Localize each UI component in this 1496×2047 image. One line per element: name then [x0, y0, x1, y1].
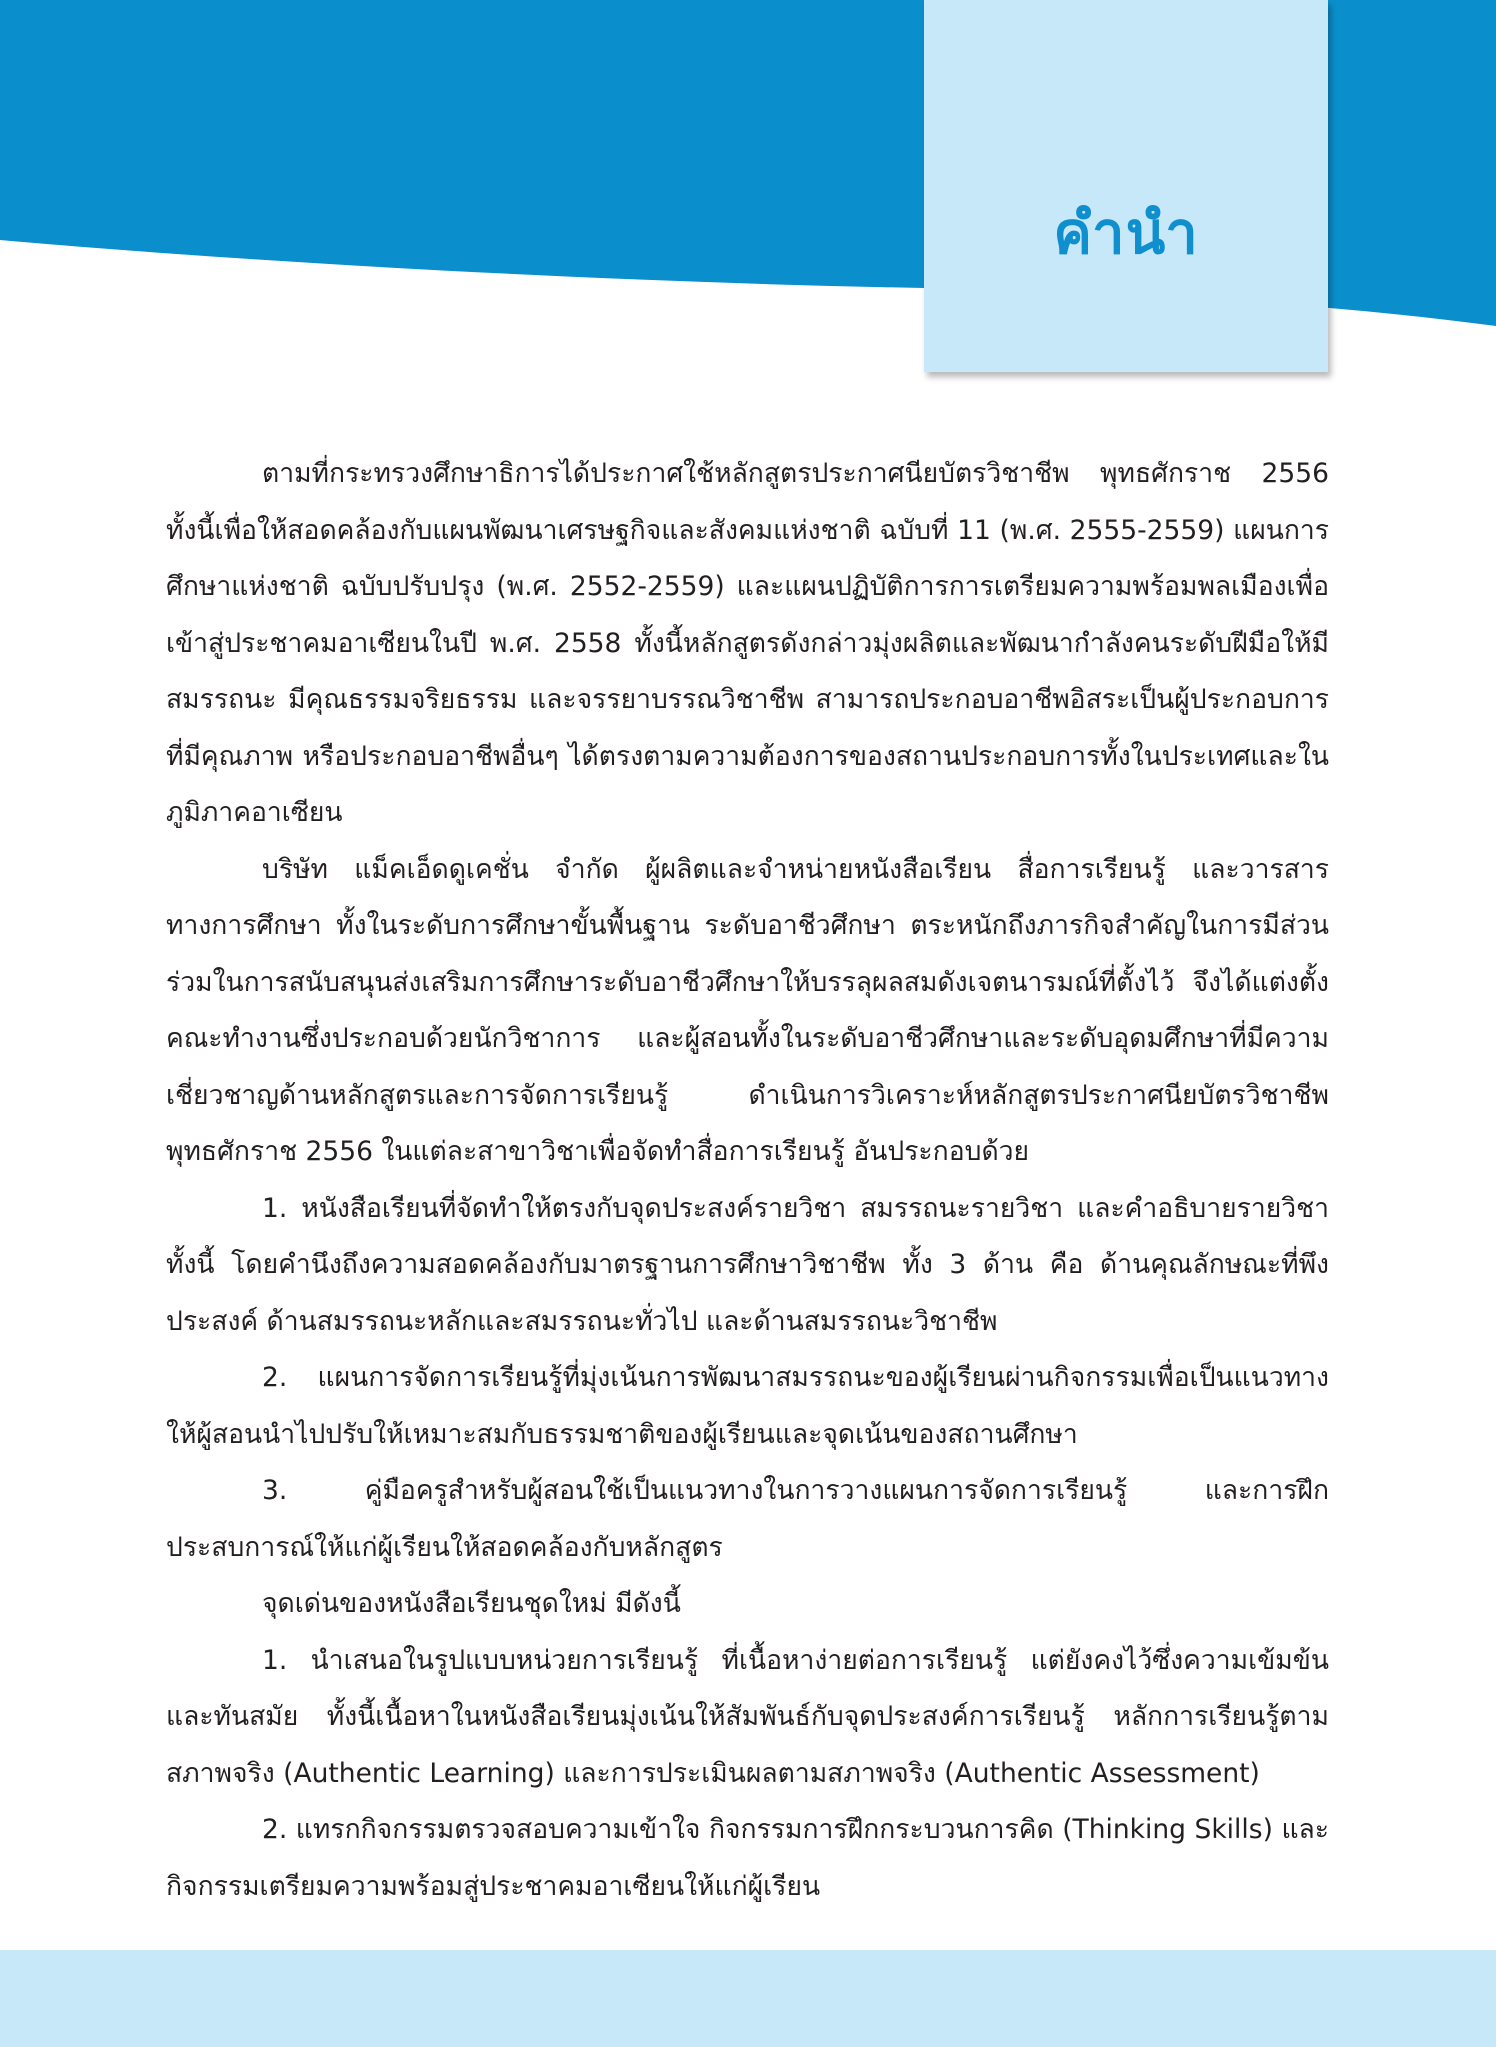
paragraph-intro: ตามที่กระทรวงศึกษาธิการได้ประกาศใช้หลักสูตรประกาศนียบัตรวิชาชีพ พุทธศักราช 2556 ทั้งนี้เพื่อให้สอดคล้องกับแผนพัฒนาเศรษฐกิจและสังคมแห่งชาติ ฉบับที่ 11 (พ.ศ. 2555-2559) แผนการศึกษาแห่งชาติ ฉบับปรับปรุง (พ.ศ. 2552-2559) และแผนปฏิบัติการการเตรียมความพร้อมพลเมืองเพื่อเข้าสู่ประชาคมอาเซียนในปี พ.ศ. 2558 ทั้งนี้หลักสูตรดังกล่าวมุ่งผลิตและพัฒนากำลังคนระดับฝีมือให้มีสมรรถนะ มีคุณธรรมจริยธรรม และจรรยาบรรณวิชาชีพ สามารถประกอบอาชีพอิสระเป็นผู้ประกอบการที่มีคุณภาพ หรือประกอบอาชีพอื่นๆ ได้ตรงตามความต้องการของสถานประกอบการทั้งในประเทศและในภูมิภาคอาเซียน — [166, 458, 1329, 828]
page-title: คำนำ — [1053, 198, 1199, 267]
paragraph-item-1: 1. หนังสือเรียนที่จัดทำให้ตรงกับจุดประสงค์รายวิชา สมรรถนะรายวิชา และคำอธิบายรายวิชา ทั้งนี้ โดยคำนึงถึงความสอดคล้องกับมาตรฐานการศึกษาวิชาชีพ ทั้ง 3 ด้าน คือ ด้านคุณลักษณะที่พึงประสงค์ ด้านสมรรถนะหลักและสมรรถนะทั่วไป และด้านสมรรถนะวิชาชีพ — [166, 1192, 1329, 1337]
paragraph-company: บริษัท แม็คเอ็ดดูเคชั่น จำกัด ผู้ผลิตและจำหน่ายหนังสือเรียน สื่อการเรียนรู้ และวารสารทางการศึกษา ทั้งในระดับการศึกษาขั้นพื้นฐาน ระดับอาชีวศึกษา ตระหนักถึงภารกิจสำคัญในการมีส่วนร่วมในการสนับสนุนส่งเสริมการศึกษาระดับอาชีวศึกษาให้บรรลุผลสมดังเจตนารมณ์ที่ตั้งไว้ จึงได้แต่งตั้งคณะทำงานซึ่งประกอบด้วยนักวิชาการ และผู้สอนทั้งในระดับอาชีวศึกษาและระดับอุดมศึกษาที่มีความเชี่ยวชาญด้านหลักสูตรและการจัดการเรียนรู้ ดำเนินการวิเคราะห์หลักสูตรประกาศนียบัตรวิชาชีพ พุทธศักราช 2556 ในแต่ละสาขาวิชาเพื่อจัดทำสื่อการเรียนรู้ อันประกอบด้วย — [166, 853, 1329, 1167]
paragraph-item-3: 3. คู่มือครูสำหรับผู้สอนใช้เป็นแนวทางในการวางแผนการจัดการเรียนรู้ และการฝึกประสบการณ์ให้แก่ผู้เรียนให้สอดคล้องกับหลักสูตร — [166, 1475, 1329, 1563]
body-text — [166, 446, 1329, 1915]
paragraph-item-2: 2. แผนการจัดการเรียนรู้ที่มุ่งเน้นการพัฒนาสมรรถนะของผู้เรียนผ่านกิจกรรมเพื่อเป็นแนวทางให้ผู้สอนนำไปปรับให้เหมาะสมกับธรรมชาติของผู้เรียนและจุดเน้นของสถานศึกษา — [166, 1362, 1329, 1450]
paragraph-highlights-heading: จุดเด่นของหนังสือเรียนชุดใหม่ มีดังนี้ — [262, 1588, 681, 1619]
paragraph-highlight-2: 2. แทรกกิจกรรมตรวจสอบความเข้าใจ กิจกรรมการฝึกกระบวนการคิด (Thinking Skills) และกิจกรรมเตรียมความพร้อมสู่ประชาคมอาเซียนให้แก่ผู้เรียน — [166, 1814, 1329, 1902]
paragraph-highlight-1: 1. นำเสนอในรูปแบบหน่วยการเรียนรู้ ที่เนื้อหาง่ายต่อการเรียนรู้ แต่ยังคงไว้ซึ่งความเข้มข้นและทันสมัย ทั้งนี้เนื้อหาในหนังสือเรียนมุ่งเน้นให้สัมพันธ์กับจุดประสงค์การเรียนรู้ หลักการเรียนรู้ตามสภาพจริง (Authentic Learning) และการประเมินผลตามสภาพจริง (Authentic Assessment) — [166, 1644, 1329, 1789]
title-box — [924, 0, 1328, 372]
footer-band — [0, 1950, 1496, 2047]
